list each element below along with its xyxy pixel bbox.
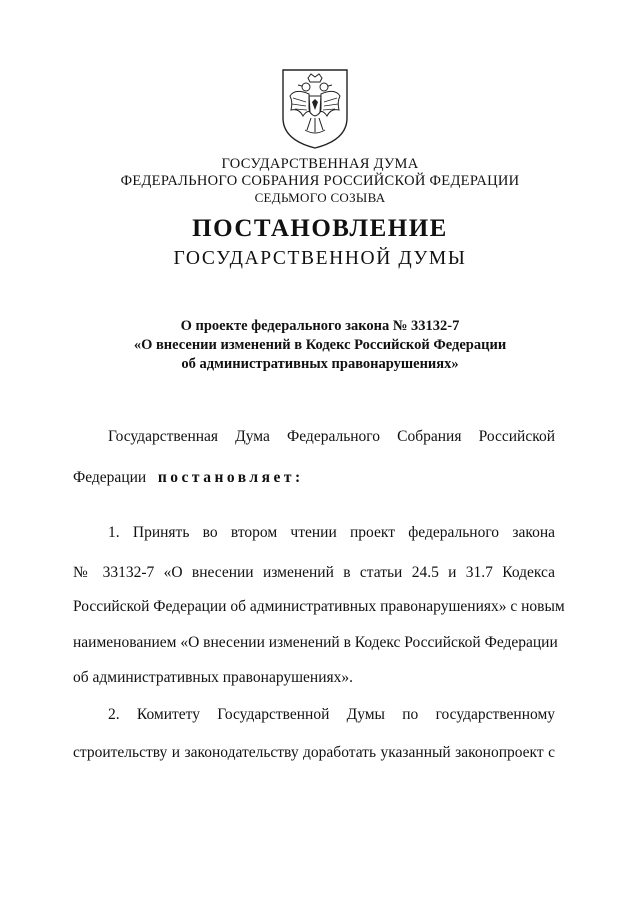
bill-title-line: об административных правонарушениях» <box>181 356 459 372</box>
document-title: ПОСТАНОВЛЕНИЕ <box>192 215 448 242</box>
coat-of-arms-icon <box>279 66 351 150</box>
paragraph-2-line: строительству и законодательству доработать указанный законопроект с <box>73 744 555 761</box>
bill-title-line: О проекте федерального закона № 33132-7 <box>180 318 460 334</box>
intro-text: Федерации <box>73 469 147 486</box>
intro-line <box>73 469 304 487</box>
document-subtitle: ГОСУДАРСТВЕННОЙ ДУМЫ <box>173 248 467 269</box>
paragraph-1-line: № 33132-7 «О внесении изменений в статьи 24.5 и 31.7 Кодекса <box>73 564 555 581</box>
bill-title-line: «О внесении изменений в Кодекс Российской Федерации <box>133 337 507 353</box>
convocation: СЕДЬМОГО СОЗЫВА <box>254 190 386 205</box>
paragraph-1-line: 1. Принять во втором чтении проект федерального закона <box>108 524 555 541</box>
paragraph-2-line: 2. Комитету Государственной Думы по государственному <box>108 706 555 723</box>
intro-line: Государственная Дума Федерального Собрания Российской <box>108 428 555 445</box>
paragraph-1-line: об административных правонарушениях». <box>73 669 354 686</box>
parliament-name: ГОСУДАРСТВЕННАЯ ДУМА <box>221 156 419 172</box>
paragraph-1-line: Российской Федерации об административных правонарушениях» с новым <box>73 598 565 615</box>
paragraph-1-line: наименованием «О внесении изменений в Кодекс Российской Федерации <box>73 634 558 651</box>
resolves-keyword: постановляет: <box>157 469 304 486</box>
parliament-full-name: ФЕДЕРАЛЬНОГО СОБРАНИЯ РОССИЙСКОЙ ФЕДЕРАЦИИ <box>120 173 520 189</box>
